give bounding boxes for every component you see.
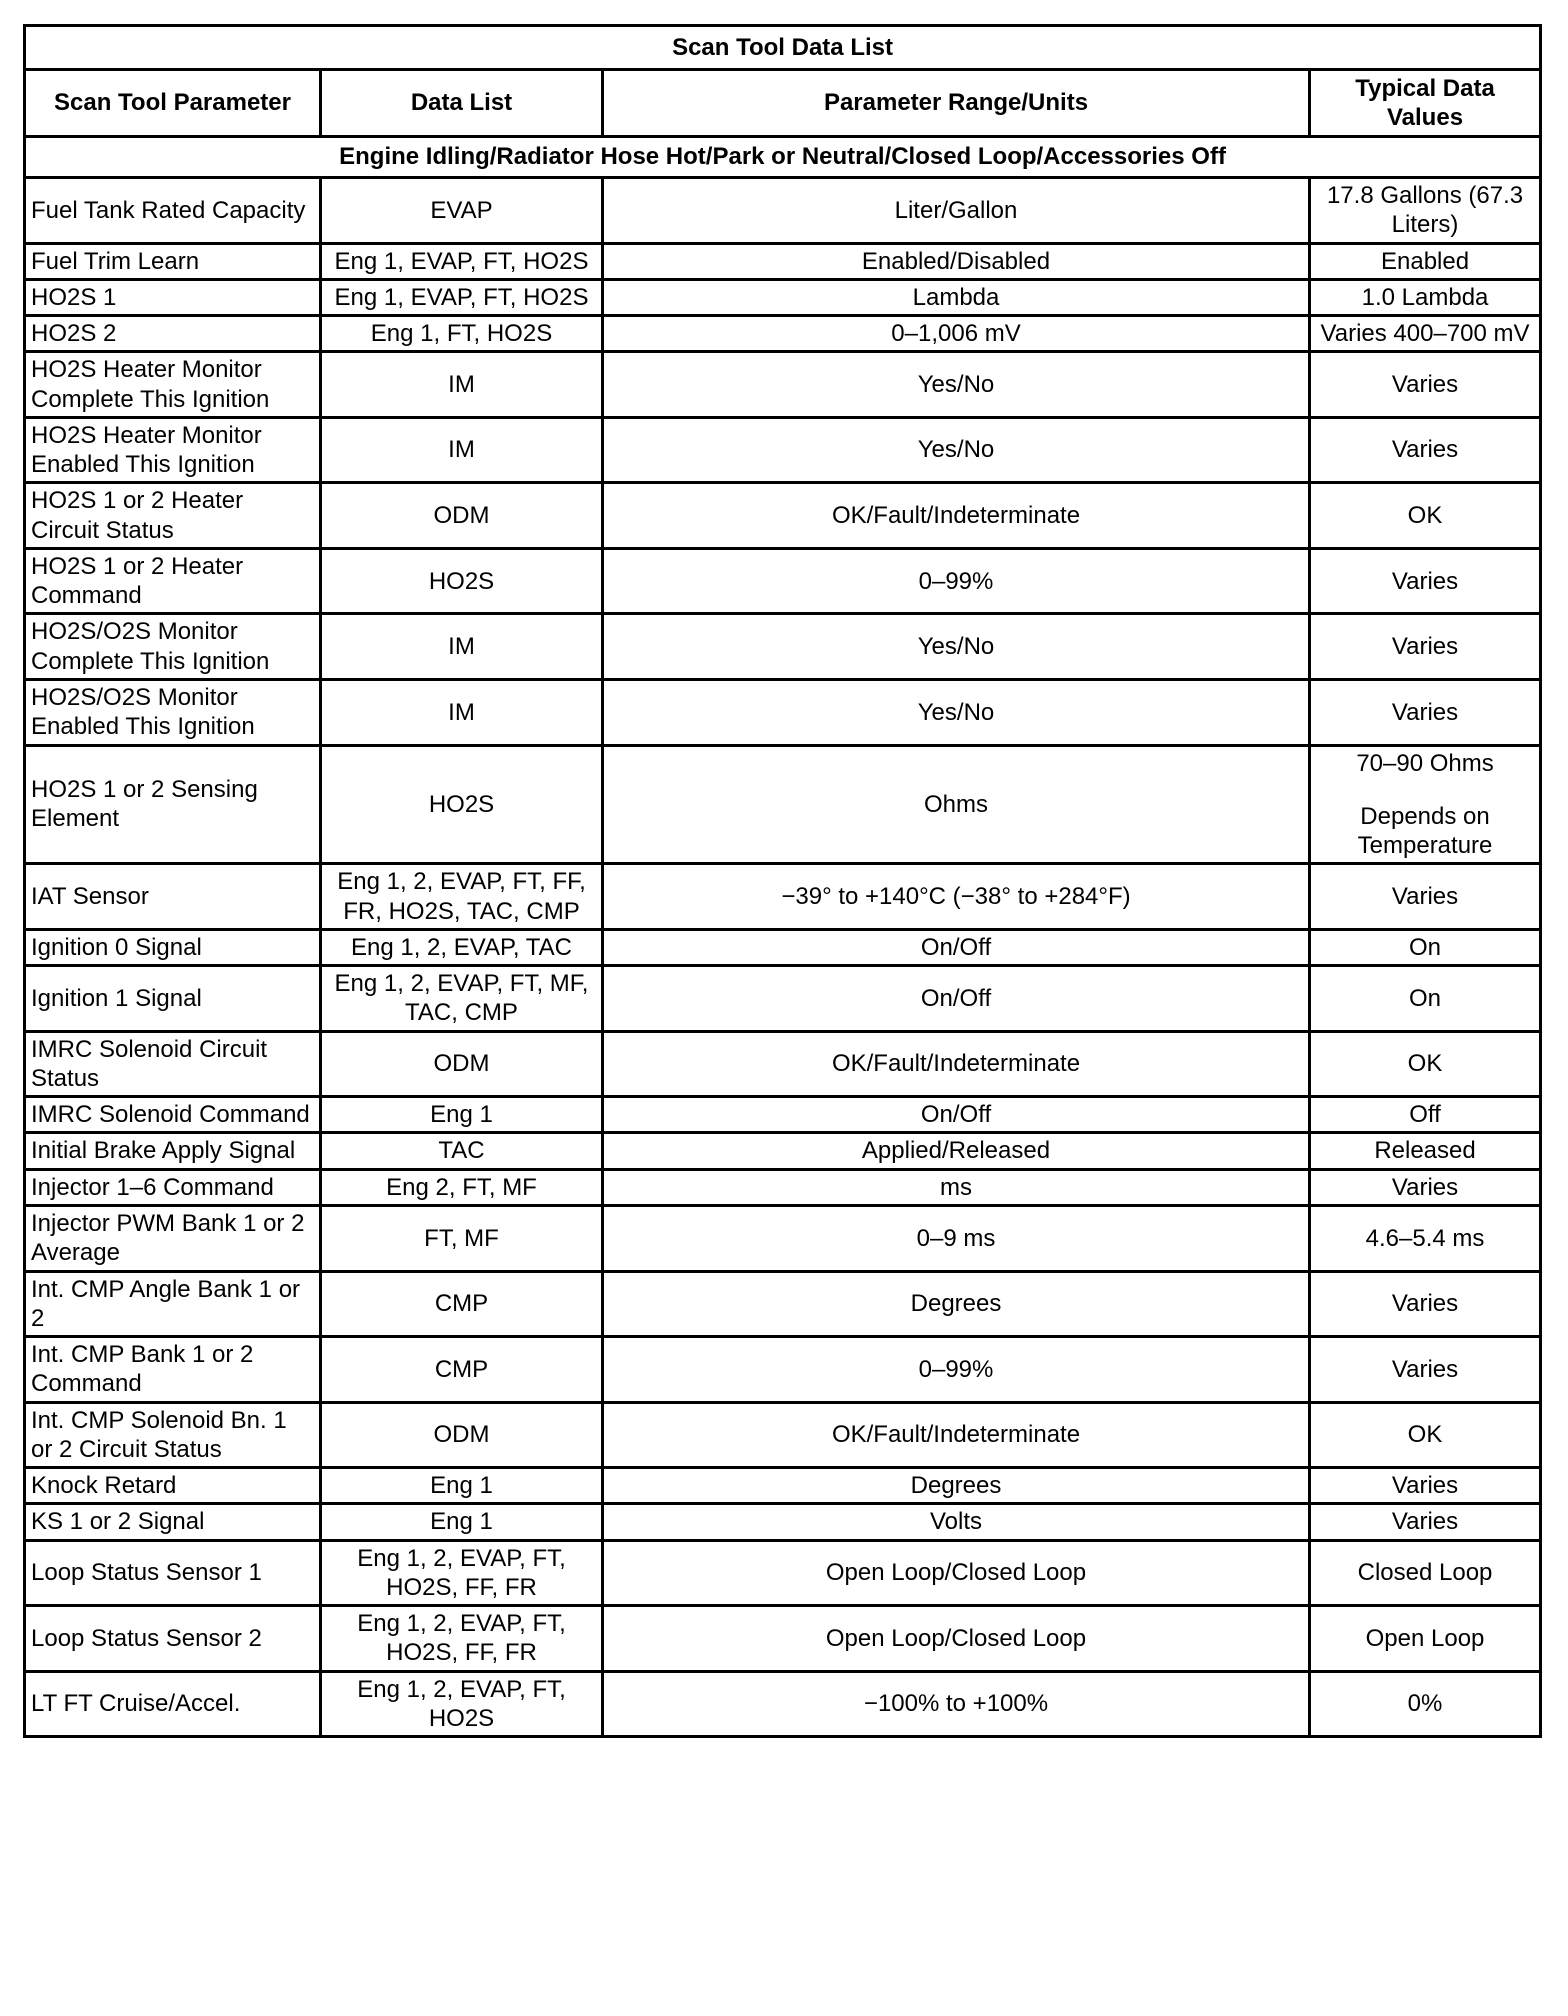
typical-cell: Varies [1310,1169,1541,1205]
data-list-cell: HO2S [321,745,603,864]
typical-cell: Varies [1310,1504,1541,1540]
param-cell: Int. CMP Solenoid Bn. 1 or 2 Circuit Status [25,1402,321,1468]
range-cell: OK/Fault/Indeterminate [603,483,1310,549]
table-row [25,1169,1541,1205]
param-cell: HO2S 1 or 2 Sensing Element [25,745,321,864]
table-row [25,929,1541,965]
param-cell: Ignition 0 Signal [25,929,321,965]
data-list-cell: Eng 1, 2, EVAP, FT, FF, FR, HO2S, TAC, CMP [321,864,603,930]
table-row [25,483,1541,549]
range-cell: OK/Fault/Indeterminate [603,1402,1310,1468]
data-list-cell: Eng 2, FT, MF [321,1169,603,1205]
typical-cell: OK [1310,1402,1541,1468]
typical-cell: OK [1310,1031,1541,1097]
table-row [25,316,1541,352]
table-row [25,1097,1541,1133]
param-cell: Initial Brake Apply Signal [25,1133,321,1169]
typical-cell [1310,745,1541,864]
table-row [25,1468,1541,1504]
typical-value: 70–90 Ohms [1356,749,1494,777]
data-list-cell: ODM [321,1402,603,1468]
data-list-cell: Eng 1, 2, EVAP, FT, HO2S [321,1671,603,1737]
typical-cell: Released [1310,1133,1541,1169]
range-cell: −100% to +100% [603,1671,1310,1737]
param-cell: Injector PWM Bank 1 or 2 Average [25,1205,321,1271]
param-cell: Int. CMP Angle Bank 1 or 2 [25,1271,321,1337]
data-list-cell: Eng 1, 2, EVAP, FT, HO2S, FF, FR [321,1540,603,1606]
data-list-cell: Eng 1, 2, EVAP, FT, MF, TAC, CMP [321,966,603,1032]
param-cell: HO2S/O2S Monitor Enabled This Ignition [25,679,321,745]
typical-cell: Enabled [1310,243,1541,279]
typical-cell: Closed Loop [1310,1540,1541,1606]
typical-cell: On [1310,929,1541,965]
param-cell: HO2S 1 [25,279,321,315]
range-cell: Degrees [603,1271,1310,1337]
typical-cell: 1.0 Lambda [1310,279,1541,315]
data-list-cell: ODM [321,1031,603,1097]
range-cell: Open Loop/Closed Loop [603,1606,1310,1672]
data-list-cell: Eng 1, 2, EVAP, TAC [321,929,603,965]
table-row [25,1271,1541,1337]
range-cell: Lambda [603,279,1310,315]
table-row [25,614,1541,680]
typical-cell: Varies [1310,1468,1541,1504]
table-row [25,1205,1541,1271]
range-cell: Liter/Gallon [603,178,1310,244]
column-header-data-list: Data List [321,70,603,137]
typical-cell: Varies 400–700 mV [1310,316,1541,352]
range-cell: Applied/Released [603,1133,1310,1169]
table-title: Scan Tool Data List [25,26,1541,70]
param-cell: IMRC Solenoid Circuit Status [25,1031,321,1097]
typical-cell: Off [1310,1097,1541,1133]
typical-note: Depends on Temperature [1357,802,1493,860]
data-list-cell: IM [321,679,603,745]
range-cell: Open Loop/Closed Loop [603,1540,1310,1606]
range-cell: Enabled/Disabled [603,243,1310,279]
param-cell: HO2S 1 or 2 Heater Command [25,548,321,614]
range-cell: 0–9 ms [603,1205,1310,1271]
table-row [25,864,1541,930]
param-cell: Ignition 1 Signal [25,966,321,1032]
scan-tool-data-table [23,24,1542,1738]
param-cell: Loop Status Sensor 2 [25,1606,321,1672]
typical-cell: Open Loop [1310,1606,1541,1672]
typical-cell: 0% [1310,1671,1541,1737]
data-list-cell: Eng 1, 2, EVAP, FT, HO2S, FF, FR [321,1606,603,1672]
range-cell: Ohms [603,745,1310,864]
table-row [25,1540,1541,1606]
data-list-cell: Eng 1 [321,1097,603,1133]
range-cell: Volts [603,1504,1310,1540]
table-row [25,1402,1541,1468]
param-cell: IMRC Solenoid Command [25,1097,321,1133]
range-cell: On/Off [603,929,1310,965]
data-list-cell: IM [321,352,603,418]
table-row [25,1671,1541,1737]
range-cell: Yes/No [603,614,1310,680]
data-list-cell: CMP [321,1337,603,1403]
table-row [25,548,1541,614]
data-list-cell: FT, MF [321,1205,603,1271]
param-cell: Loop Status Sensor 1 [25,1540,321,1606]
data-list-cell: HO2S [321,548,603,614]
param-cell: HO2S 2 [25,316,321,352]
param-cell: HO2S 1 or 2 Heater Circuit Status [25,483,321,549]
range-cell: Degrees [603,1468,1310,1504]
param-cell: Int. CMP Bank 1 or 2 Command [25,1337,321,1403]
table-row [25,279,1541,315]
table-row [25,966,1541,1032]
table-row [25,1337,1541,1403]
table-row [25,745,1541,864]
data-list-cell: IM [321,417,603,483]
typical-cell: Varies [1310,864,1541,930]
range-cell: 0–99% [603,548,1310,614]
typical-cell: Varies [1310,548,1541,614]
data-list-cell: EVAP [321,178,603,244]
param-cell: KS 1 or 2 Signal [25,1504,321,1540]
range-cell: Yes/No [603,679,1310,745]
data-list-cell: Eng 1, FT, HO2S [321,316,603,352]
table-row [25,243,1541,279]
param-cell: HO2S/O2S Monitor Complete This Ignition [25,614,321,680]
typical-cell: Varies [1310,352,1541,418]
param-cell: Fuel Trim Learn [25,243,321,279]
typical-cell: Varies [1310,679,1541,745]
range-cell: −39° to +140°C (−38° to +284°F) [603,864,1310,930]
table-row [25,178,1541,244]
table-row [25,1606,1541,1672]
range-cell: On/Off [603,966,1310,1032]
column-header-typical-values: Typical Data Values [1310,70,1541,137]
data-list-cell: Eng 1, EVAP, FT, HO2S [321,243,603,279]
param-cell: Knock Retard [25,1468,321,1504]
table-row [25,417,1541,483]
range-cell: OK/Fault/Indeterminate [603,1031,1310,1097]
condition-row: Engine Idling/Radiator Hose Hot/Park or Neutral/Closed Loop/Accessories Off [25,137,1541,178]
range-cell: Yes/No [603,352,1310,418]
table-row [25,1031,1541,1097]
typical-cell: Varies [1310,417,1541,483]
range-cell: On/Off [603,1097,1310,1133]
param-cell: HO2S Heater Monitor Enabled This Ignition [25,417,321,483]
range-cell: 0–99% [603,1337,1310,1403]
range-cell: 0–1,006 mV [603,316,1310,352]
typical-cell: Varies [1310,1271,1541,1337]
data-list-cell: CMP [321,1271,603,1337]
range-cell: Yes/No [603,417,1310,483]
column-header-parameter: Scan Tool Parameter [25,70,321,137]
data-list-cell: ODM [321,483,603,549]
range-cell: ms [603,1169,1310,1205]
data-list-cell: IM [321,614,603,680]
typical-cell: Varies [1310,1337,1541,1403]
table-row [25,352,1541,418]
typical-cell: 4.6–5.4 ms [1310,1205,1541,1271]
typical-cell: 17.8 Gallons (67.3 Liters) [1310,178,1541,244]
typical-cell: Varies [1310,614,1541,680]
param-cell: Fuel Tank Rated Capacity [25,178,321,244]
column-header-range-units: Parameter Range/Units [603,70,1310,137]
param-cell: LT FT Cruise/Accel. [25,1671,321,1737]
typical-cell: OK [1310,483,1541,549]
param-cell: IAT Sensor [25,864,321,930]
param-cell: HO2S Heater Monitor Complete This Ignition [25,352,321,418]
table-row [25,679,1541,745]
data-list-cell: Eng 1, EVAP, FT, HO2S [321,279,603,315]
data-list-cell: Eng 1 [321,1468,603,1504]
data-list-cell: Eng 1 [321,1504,603,1540]
param-cell: Injector 1–6 Command [25,1169,321,1205]
table-row [25,1133,1541,1169]
data-list-cell: TAC [321,1133,603,1169]
typical-cell: On [1310,966,1541,1032]
table-row [25,1504,1541,1540]
